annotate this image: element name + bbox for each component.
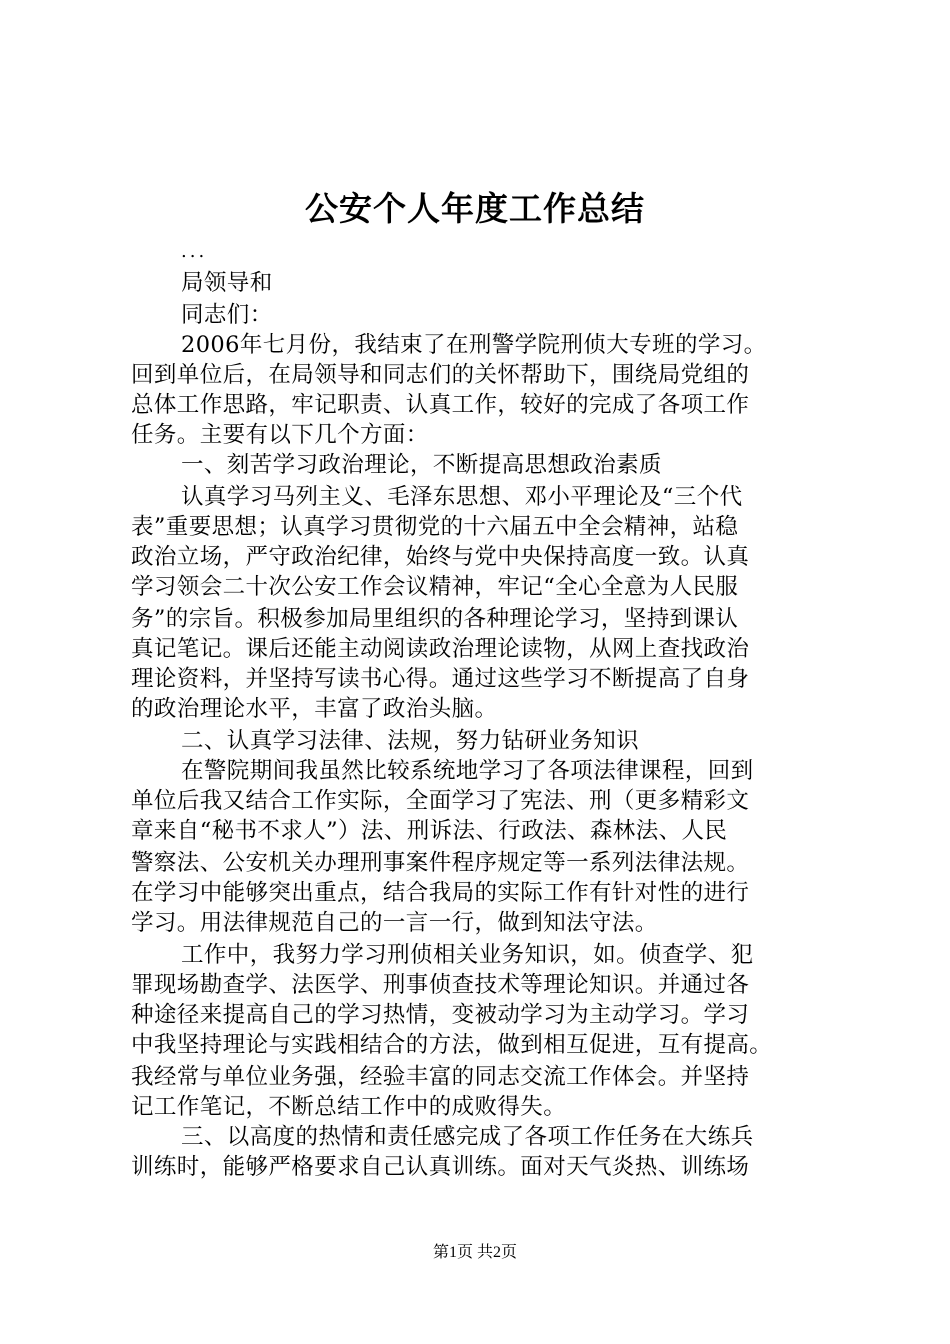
paragraph-line: 务”的宗旨。积极参加局里组织的各种理论学习，坚持到课认: [131, 606, 739, 632]
paragraph-line: 总体工作思路，牢记职责、认真工作，较好的完成了各项工作: [131, 392, 750, 418]
paragraph-line: 中我坚持理论与实践相结合的方法，做到相互促进，互有提高。: [131, 1032, 773, 1058]
paragraph-line: 认真学习马列主义、毛泽东思想、邓小平理论及“三个代: [181, 484, 743, 510]
ellipsis-marker: ...: [181, 241, 208, 262]
paragraph-line: 表”重要思想；认真学习贯彻党的十六届五中全会精神，站稳: [131, 514, 739, 540]
paragraph-line: 记工作笔记，不断总结工作中的成败得失。: [131, 1094, 567, 1120]
paragraph-line: 训练时，能够严格要求自己认真训练。面对天气炎热、训练场: [131, 1154, 750, 1180]
paragraph-line: 罪现场勘查学、法医学、刑事侦查技术等理论知识。并通过各: [131, 972, 750, 998]
paragraph-line: 单位后我又结合工作实际，全面学习了宪法、刑（更多精彩文: [131, 788, 750, 814]
section-heading: 二、认真学习法律、法规，努力钻研业务知识: [181, 728, 640, 754]
paragraph-line: 学习领会二十次公安工作会议精神，牢记“全心全意为人民服: [131, 574, 739, 600]
paragraph-line: 警察法、公安机关办理刑事案件程序规定等一系列法律法规。: [131, 850, 750, 876]
paragraph-line: 种途径来提高自己的学习热情，变被动学习为主动学习。学习: [131, 1002, 750, 1028]
paragraph-line: 学习。用法律规范自己的一言一行，做到知法守法。: [131, 910, 658, 936]
salutation-line: 同志们：: [181, 302, 273, 328]
page-number-footer: 第1页 共2页: [432, 1244, 517, 1261]
section-heading: 三、以高度的热情和责任感完成了各项工作任务在大练兵: [181, 1124, 754, 1150]
paragraph-line: 政治立场，严守政治纪律，始终与党中央保持高度一致。认真: [131, 544, 750, 570]
paragraph-line: 回到单位后，在局领导和同志们的关怀帮助下，围绕局党组的: [131, 362, 750, 388]
paragraph-line: 工作中，我努力学习刑侦相关业务知识，如。侦查学、犯: [181, 942, 754, 968]
paragraph-line: 在学习中能够突出重点，结合我局的实际工作有针对性的进行: [131, 880, 750, 906]
paragraph-line: 真记笔记。课后还能主动阅读政治理论读物，从网上查找政治: [131, 636, 750, 662]
paragraph-line: 理论资料，并坚持写读书心得。通过这些学习不断提高了自身: [131, 666, 750, 692]
section-heading: 一、刻苦学习政治理论，不断提高思想政治素质: [181, 452, 662, 478]
paragraph-line: 我经常与单位业务强，经验丰富的同志交流工作体会。并坚持: [131, 1064, 750, 1090]
salutation-line: 局领导和: [181, 270, 273, 296]
document-title: 公安个人年度工作总结: [305, 189, 645, 228]
paragraph-line: 2006年七月份，我结束了在刑警学院刑侦大专班的学习。: [181, 332, 767, 358]
paragraph-line: 章来自“秘书不求人”）法、刑诉法、行政法、森林法、人民: [131, 818, 728, 844]
paragraph-line: 任务。主要有以下几个方面：: [131, 422, 429, 448]
paragraph-line: 在警院期间我虽然比较系统地学习了各项法律课程，回到: [181, 758, 754, 784]
paragraph-line: 的政治理论水平，丰富了政治头脑。: [131, 696, 498, 722]
